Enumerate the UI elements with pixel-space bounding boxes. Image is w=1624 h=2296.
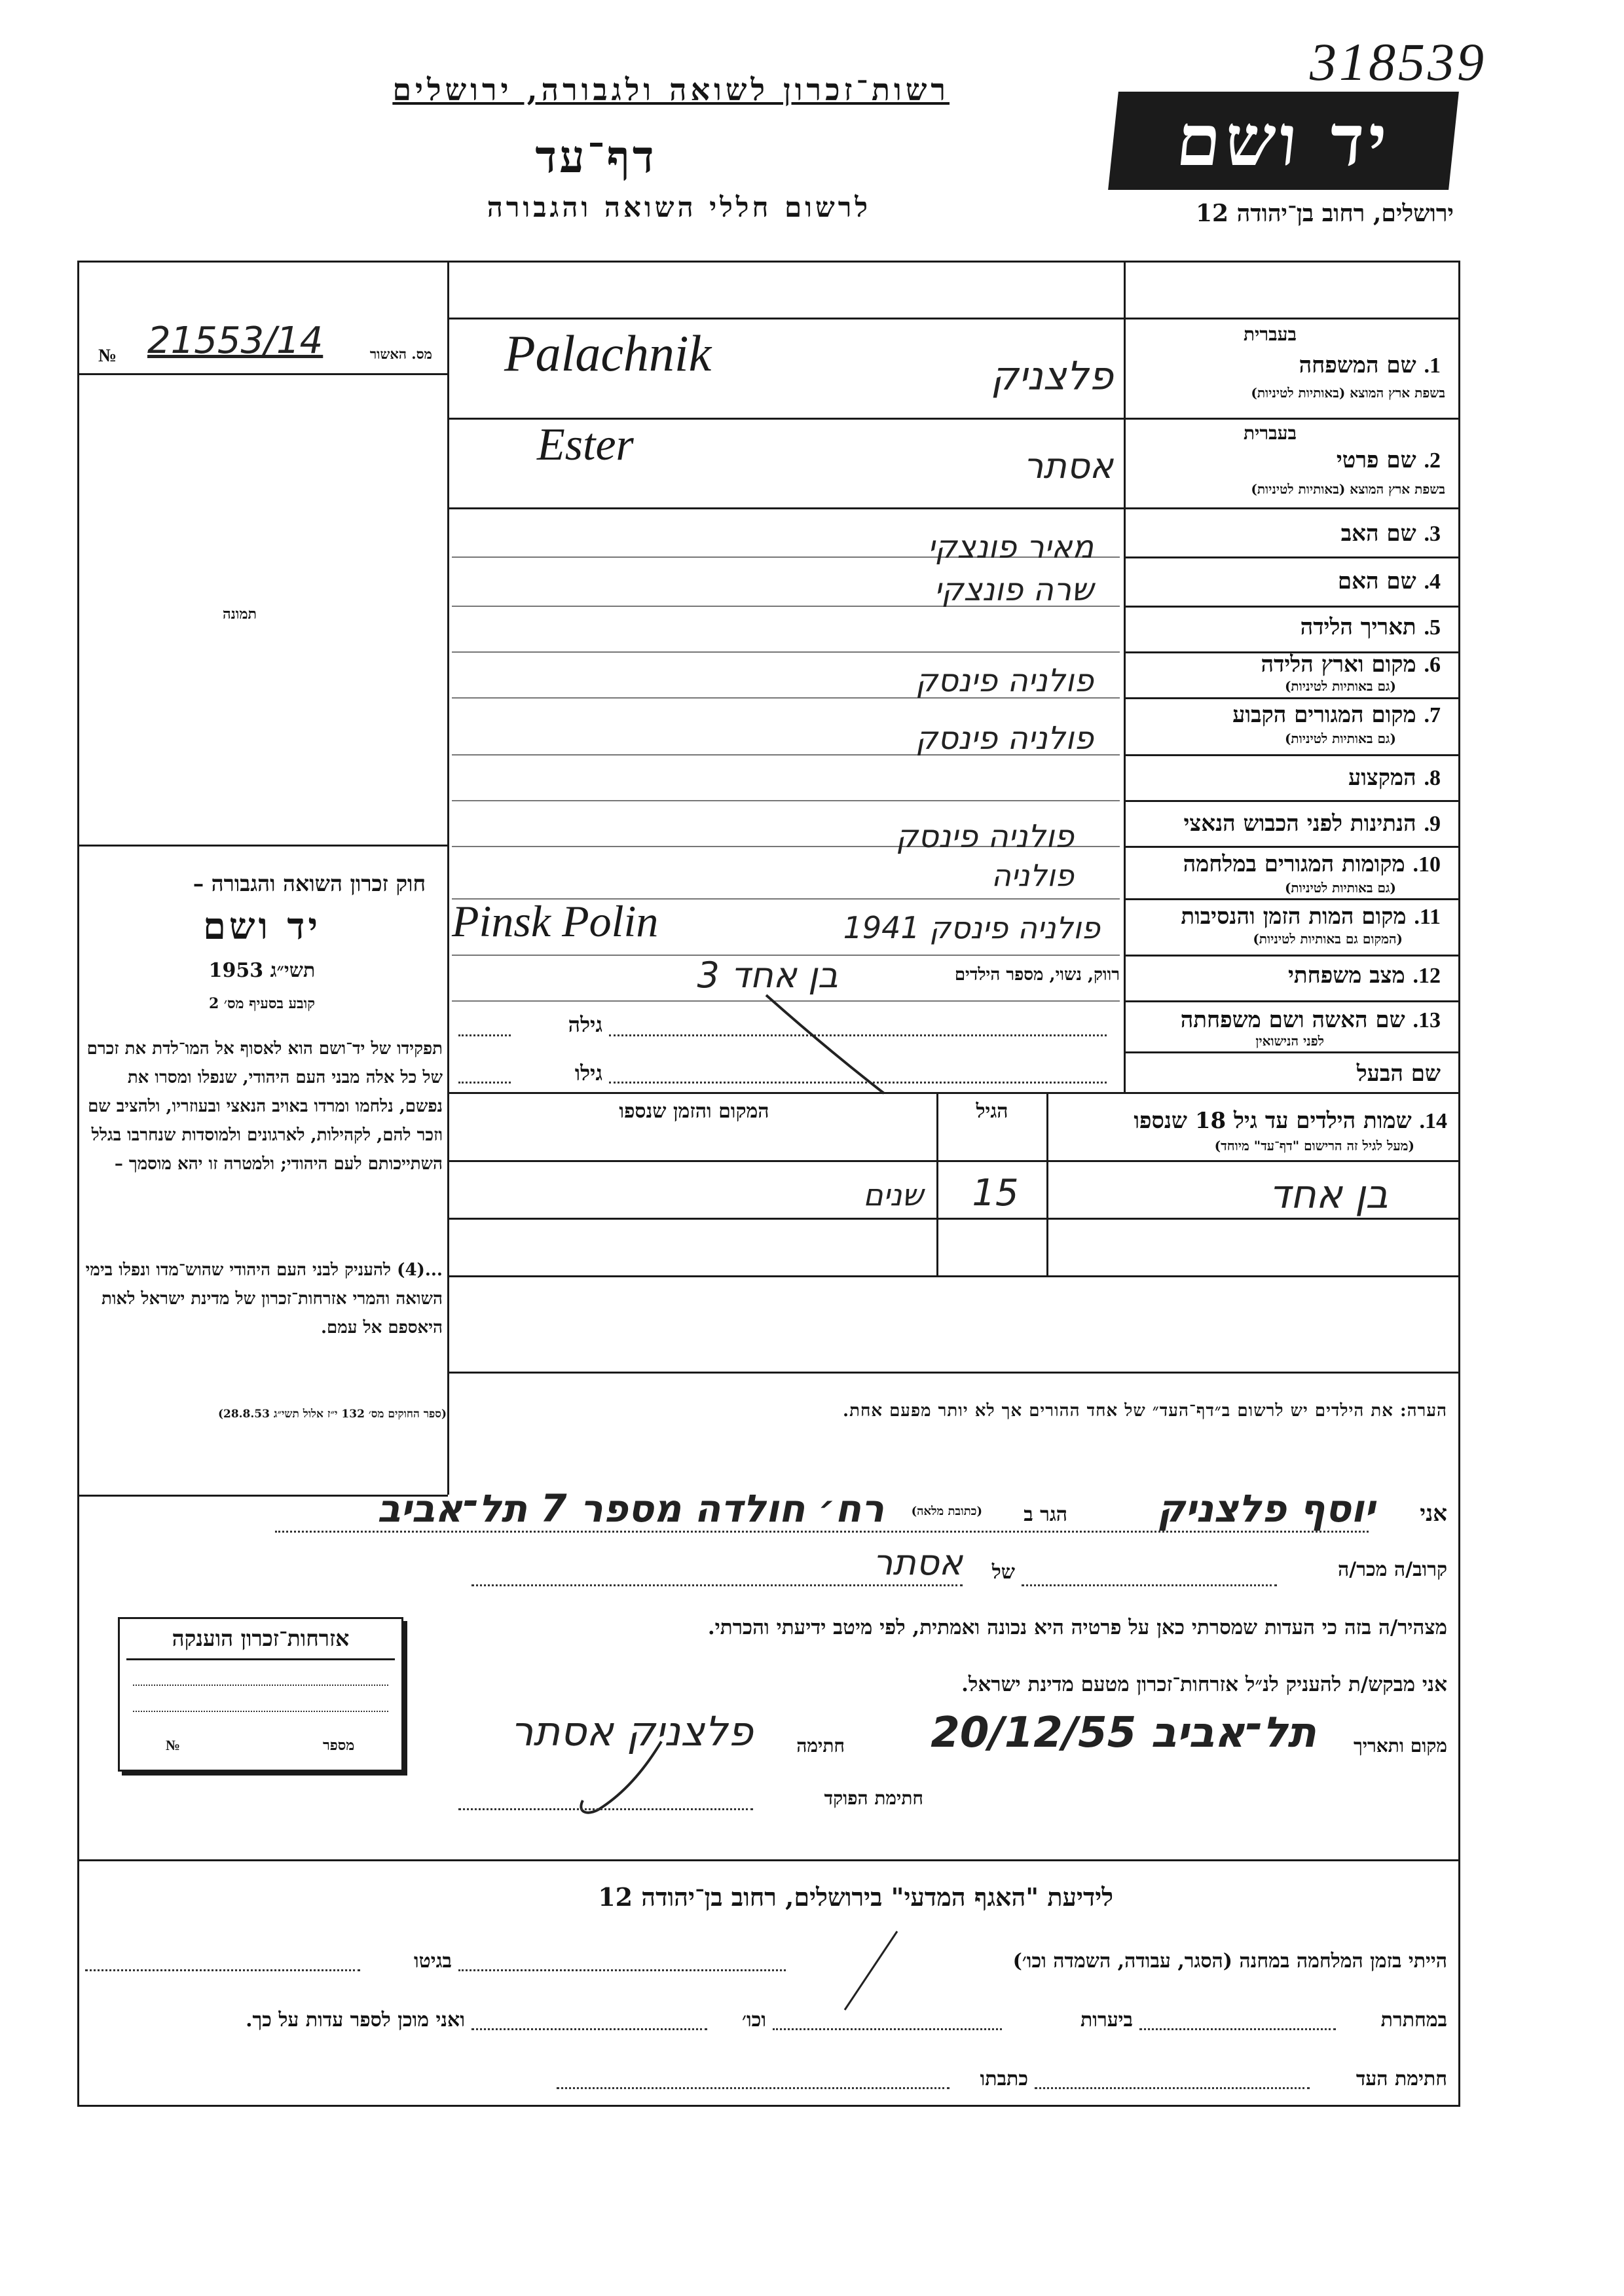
child-row-place: שנים	[863, 1177, 923, 1212]
field-6-value: פולניה פינסק	[915, 663, 1094, 699]
footer-line2-suffix: ואני מוכן לספר עדות על כך.	[246, 2009, 465, 2032]
signature-flourish	[563, 1735, 681, 1827]
field-10-label	[1133, 851, 1441, 877]
field-11-number: 11.	[1414, 905, 1441, 929]
field-13-hint: לפני הנישואין	[1255, 1033, 1324, 1049]
law-paragraph-2: ...(4) להעניק לבני העם היהודי שהוש־מדו ונפלו בימי השואה והמרי אזרחות־זכרון של מדינת ישראל לאות היאספם אל עמם.	[85, 1260, 443, 1338]
citizenship-number-label: מספר	[323, 1737, 355, 1754]
citizenship-number-prefix: №	[166, 1737, 181, 1753]
field-1-text: שם המשפחה	[1299, 352, 1416, 378]
field-10-value: פולניה	[991, 858, 1074, 893]
field-13-label	[1133, 1007, 1441, 1033]
field-1-lang-tag: בעברית	[1243, 323, 1297, 345]
field-11-latin-value: Pinsk Polin	[452, 896, 659, 946]
husband-label: שם הבעל	[1356, 1061, 1441, 1087]
decl-line1-prefix: אני	[1420, 1501, 1447, 1527]
field-4-text: שם האם	[1337, 568, 1416, 594]
decl-line2-mid: של	[991, 1561, 1015, 1584]
child-row-name: בן אחד	[1268, 1172, 1388, 1218]
field-1-hint: בשפת ארץ המוצא (באותיות לטיניות)	[1251, 385, 1445, 401]
field-7-number: 7.	[1424, 703, 1441, 727]
footer-title: לידיעת "האגף המדעי" בירושלים, רחוב בן־יהודה 12	[598, 1882, 1113, 1912]
field-9-value: פולניה פינסק	[895, 818, 1074, 855]
field-9-number: 9.	[1424, 812, 1441, 836]
field-9-text: הנתינות לפני הכבוש הנאצי	[1183, 811, 1416, 837]
field-10-text: מקומות המגורים במלחמה	[1183, 851, 1405, 877]
decl-line2-prefix: קרוב/ה מכר/ה	[1338, 1558, 1447, 1581]
footer-line1-suffix: בגיטו	[413, 1950, 452, 1973]
archive-number: 318539	[1310, 32, 1486, 92]
law-reference: (ספר החוקים מס׳ 132 י״ז אלול תשי״ג 28.8.53)	[217, 1408, 447, 1421]
field-13-text: שם האשה ושם משפחתה	[1180, 1007, 1405, 1033]
field-4-label	[1133, 568, 1441, 594]
field-11-hint: (המקום גם באותיות לטיניות)	[1253, 931, 1403, 947]
official-signature-label: חתימת הפוקד	[824, 1787, 923, 1809]
field-2-hebrew-value: אסתר	[1023, 445, 1113, 486]
law-year: תשי״ג 1953	[208, 959, 316, 982]
field-11-hebrew-value: פולניה פינסק 1941	[843, 910, 1100, 945]
field-8-number: 8.	[1424, 766, 1441, 790]
field-7-label	[1133, 702, 1441, 728]
field-1-latin-value: Palachnik	[504, 325, 712, 382]
address: ירושלים, רחוב בן־יהודה 12	[1195, 200, 1454, 227]
field-10-number: 10.	[1412, 852, 1441, 877]
form-subtitle: לרשום חללי השואה והגבורה	[487, 191, 871, 223]
place-date: תל־אביב 20/12/55	[931, 1709, 1316, 1757]
field-8-label	[1133, 765, 1441, 791]
footer-line3-prefix: חתימת העד	[1356, 2068, 1447, 2090]
citizenship-box-title: אזרחות־זכרון הוענקה	[126, 1626, 395, 1660]
field-3-label	[1133, 520, 1441, 547]
relation-of: אסתר	[872, 1542, 963, 1583]
children-col-place: המקום והזמן שנספו	[619, 1100, 769, 1123]
law-paragraph-1: תפקידו של יד־ושם הוא לאסוף אל המו־לדת את זכרם של כל אלה מבני העם היהודי, שנפלו ומסרו את נפשם, נלחמו ומרדו באויב הנאצי ובעוזריו, ולהציב שם וזכר להם, לקהילות, לארגונים ולמוסדות שנחרבו בגלל השתייכותם לעם היהודי; ולמטרה זו יהא מוסמך –	[86, 1039, 443, 1174]
field-7-hint: (גם באותיות לטיניות)	[1284, 731, 1396, 746]
footer-strike-mark	[832, 1925, 910, 2016]
field-2-lang-tag: בעברית	[1243, 422, 1297, 444]
field-12-hint: רווק, נשוי, מספר הילדים	[954, 965, 1120, 985]
field-2-text: שם פרטי	[1336, 447, 1416, 473]
footer-line2-mid1: ביערות	[1080, 2009, 1133, 2032]
field-2-hint: בשפת ארץ המוצא (באותיות לטיניות)	[1251, 481, 1445, 497]
field-5-label	[1133, 614, 1441, 640]
decl-request: אני מבקש/ת להעניק לנ״ל אזרחות־זכרון מטעם מדינת ישראל.	[961, 1673, 1447, 1696]
field-7-value: פולניה פינסק	[915, 720, 1094, 757]
authority-line: רשות־זכרון לשואה ולגבורה, ירושלים	[392, 72, 950, 107]
footer-line1-prefix: הייתי בזמן המלחמה במחנה (הסגר, עבודה, השמדה וכו׳)	[1012, 1950, 1447, 1973]
logo-text: יד ושם	[1172, 100, 1395, 182]
field-4-number: 4.	[1424, 570, 1441, 594]
yad-vashem-logo	[1108, 92, 1459, 190]
field-3-text: שם האב	[1340, 520, 1416, 547]
decl-address-hint: (כתובת מלאה)	[911, 1504, 982, 1518]
law-name: יד ושם	[202, 905, 322, 948]
child-row-age: 15	[972, 1172, 1019, 1214]
children-label-text: שמות הילדים עד גיל 18 שנספו	[1134, 1108, 1412, 1134]
footer-line2-mid2: וכו׳	[742, 2009, 766, 2032]
children-col-age: הגיל	[976, 1100, 1008, 1123]
field-6-hint: (גם באותיות לטיניות)	[1284, 678, 1396, 694]
field-11-text: מקום המות הזמן והנסיבות	[1181, 903, 1407, 930]
field-1-number: 1.	[1424, 354, 1441, 378]
footer-line2-prefix: במחתרת	[1380, 2009, 1447, 2032]
children-hint: (מעל לגיל זה הרישום "דף־עד" מיוחד)	[1214, 1138, 1414, 1154]
declarant-name: יוסף פלצניק	[1157, 1486, 1375, 1531]
children-number: 14.	[1419, 1109, 1447, 1133]
citizenship-box	[118, 1617, 403, 1772]
law-section: קובע בסעיף מס׳ 2	[208, 995, 316, 1012]
husband-age-label: גילו	[574, 1061, 602, 1085]
footer-line3-mid: כתבתו	[980, 2068, 1028, 2090]
note: הערה: את הילדים יש לרשום ב״דף־העד״ של אחד ההורים אך לא יותר מפעם אחת.	[843, 1401, 1447, 1421]
photo-label: תמונה	[223, 606, 257, 623]
decl-line1-mid: הגר ב	[1024, 1503, 1067, 1526]
field-12-number: 12.	[1412, 964, 1441, 988]
field-11-label	[1133, 903, 1441, 930]
field-5-text: תאריך הלידה	[1300, 614, 1416, 640]
field-9-label	[1133, 811, 1441, 837]
field-13-number: 13.	[1412, 1008, 1441, 1032]
approval-number: 21553/14	[147, 319, 323, 362]
approval-no-prefix: №	[98, 346, 117, 366]
field-2-number: 2.	[1424, 448, 1441, 473]
strike-mark	[753, 989, 923, 1106]
declarant-address: רח׳ חולדה מספר 7 תל־אביב	[377, 1486, 884, 1531]
place-date-label: מקום ותאריך	[1353, 1735, 1447, 1757]
field-13-age-label: גילה	[568, 1012, 602, 1037]
approval-label: מס. האשור	[369, 346, 432, 362]
field-7-text: מקום המגורים הקבוע	[1232, 702, 1416, 728]
field-12-text: מצב משפחתי	[1287, 962, 1405, 989]
signature-label: חתימה	[796, 1735, 845, 1757]
field-8-text: המקצוע	[1348, 765, 1416, 791]
field-10-hint: (גם באותיות לטיניות)	[1284, 880, 1396, 896]
field-4-value: שרה פונצקי	[934, 572, 1094, 608]
children-label	[1061, 1108, 1447, 1134]
field-1-hebrew-value: פלצניק	[990, 354, 1113, 399]
field-2-latin-value: Ester	[537, 420, 634, 470]
field-12-label	[1133, 962, 1441, 989]
field-3-number: 3.	[1424, 522, 1441, 546]
field-3-value: מאיר פונצקי	[927, 529, 1094, 566]
field-6-label	[1133, 651, 1441, 678]
field-2-label	[1133, 447, 1441, 473]
law-title: חוק זכרון השואה והגבורה –	[193, 871, 426, 896]
field-12-value: בן אחד 3	[697, 955, 838, 996]
form-title: דף־עד	[535, 131, 657, 183]
field-6-number: 6.	[1424, 653, 1441, 677]
signature: פלצניק אסתר	[510, 1707, 753, 1755]
decl-statement: מצהיר/ה בזה כי העדות שמסרתי כאן על פרטיה היא נכונה ואמתית, לפי מיטב ידיעתי והכרתי.	[707, 1616, 1447, 1639]
field-1-label	[1133, 352, 1441, 378]
field-5-number: 5.	[1424, 615, 1441, 640]
field-6-text: מקום וארץ הלידה	[1261, 651, 1416, 678]
